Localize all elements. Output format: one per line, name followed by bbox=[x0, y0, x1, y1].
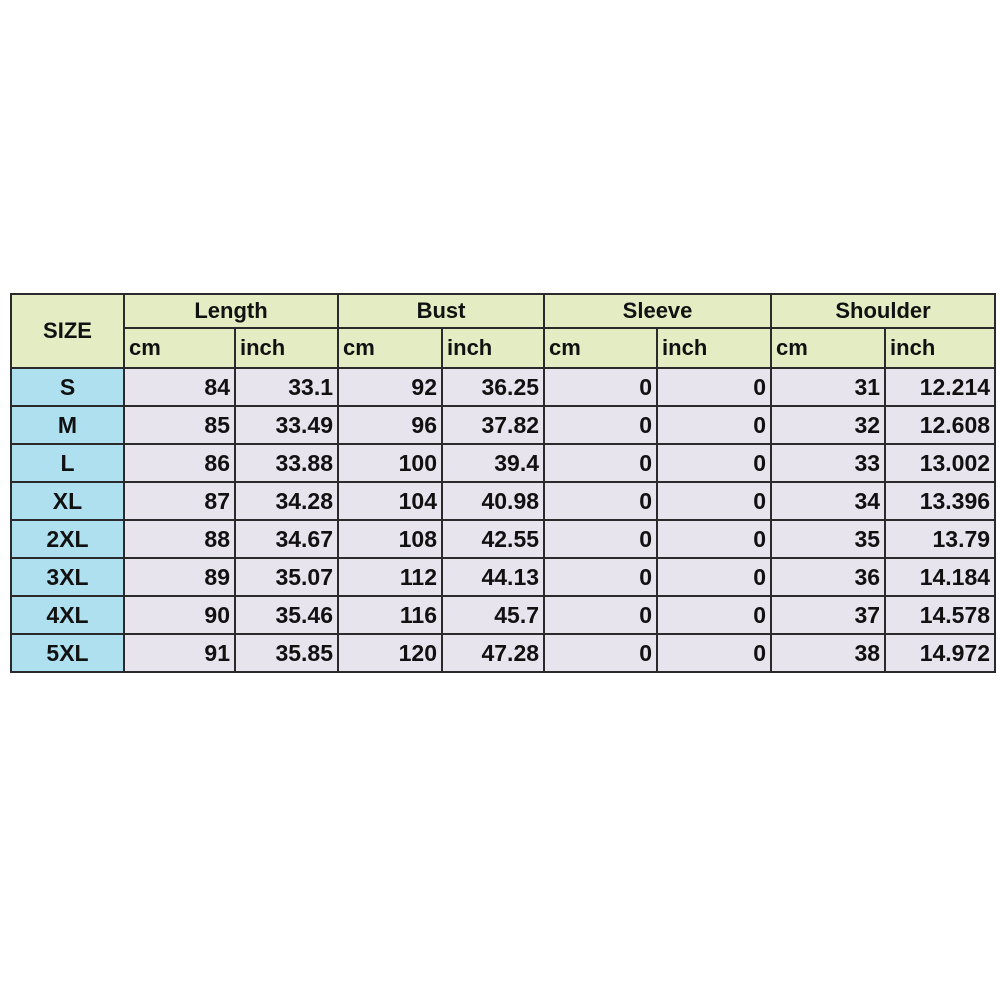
measurement-cell: 39.4 bbox=[442, 444, 544, 482]
measurement-cell: 0 bbox=[657, 596, 771, 634]
measurement-cell: 84 bbox=[124, 368, 235, 406]
measurement-cell: 13.002 bbox=[885, 444, 995, 482]
measurement-cell: 13.79 bbox=[885, 520, 995, 558]
table-row bbox=[11, 444, 995, 482]
measurement-cell: 36 bbox=[771, 558, 885, 596]
measurement-cell: 13.396 bbox=[885, 482, 995, 520]
group-header-sleeve: Sleeve bbox=[544, 294, 771, 328]
measurement-cell: 47.28 bbox=[442, 634, 544, 672]
measurement-cell: 32 bbox=[771, 406, 885, 444]
measurement-cell: 45.7 bbox=[442, 596, 544, 634]
unit-header: inch bbox=[885, 328, 995, 368]
unit-header: inch bbox=[442, 328, 544, 368]
measurement-cell: 0 bbox=[544, 368, 657, 406]
table-row bbox=[11, 482, 995, 520]
table-row bbox=[11, 368, 995, 406]
measurement-cell: 0 bbox=[544, 634, 657, 672]
measurement-cell: 44.13 bbox=[442, 558, 544, 596]
measurement-cell: 86 bbox=[124, 444, 235, 482]
table-row bbox=[11, 634, 995, 672]
unit-header: cm bbox=[338, 328, 442, 368]
measurement-cell: 100 bbox=[338, 444, 442, 482]
measurement-cell: 112 bbox=[338, 558, 442, 596]
measurement-cell: 120 bbox=[338, 634, 442, 672]
measurement-cell: 0 bbox=[544, 558, 657, 596]
measurement-cell: 12.608 bbox=[885, 406, 995, 444]
measurement-cell: 96 bbox=[338, 406, 442, 444]
measurement-cell: 38 bbox=[771, 634, 885, 672]
measurement-cell: 36.25 bbox=[442, 368, 544, 406]
size-label: 4XL bbox=[11, 596, 124, 634]
group-header-length: Length bbox=[124, 294, 338, 328]
measurement-cell: 0 bbox=[544, 596, 657, 634]
measurement-cell: 33 bbox=[771, 444, 885, 482]
measurement-cell: 34.28 bbox=[235, 482, 338, 520]
measurement-cell: 0 bbox=[657, 634, 771, 672]
measurement-cell: 0 bbox=[657, 368, 771, 406]
size-label: S bbox=[11, 368, 124, 406]
measurement-cell: 14.972 bbox=[885, 634, 995, 672]
group-header-bust: Bust bbox=[338, 294, 544, 328]
measurement-cell: 0 bbox=[657, 444, 771, 482]
table-row bbox=[11, 558, 995, 596]
size-label: 3XL bbox=[11, 558, 124, 596]
measurement-cell: 0 bbox=[657, 520, 771, 558]
measurement-cell: 90 bbox=[124, 596, 235, 634]
measurement-cell: 87 bbox=[124, 482, 235, 520]
measurement-cell: 108 bbox=[338, 520, 442, 558]
measurement-cell: 91 bbox=[124, 634, 235, 672]
size-rows bbox=[11, 368, 995, 672]
size-label: XL bbox=[11, 482, 124, 520]
measurement-cell: 34 bbox=[771, 482, 885, 520]
measurement-cell: 12.214 bbox=[885, 368, 995, 406]
measurement-cell: 0 bbox=[544, 406, 657, 444]
measurement-cell: 14.184 bbox=[885, 558, 995, 596]
table-row bbox=[11, 520, 995, 558]
measurement-cell: 0 bbox=[657, 558, 771, 596]
size-table bbox=[10, 293, 996, 673]
measurement-cell: 116 bbox=[338, 596, 442, 634]
measurement-cell: 33.49 bbox=[235, 406, 338, 444]
measurement-cell: 92 bbox=[338, 368, 442, 406]
measurement-cell: 34.67 bbox=[235, 520, 338, 558]
measurement-cell: 0 bbox=[544, 482, 657, 520]
unit-header: inch bbox=[657, 328, 771, 368]
measurement-cell: 85 bbox=[124, 406, 235, 444]
size-label: 5XL bbox=[11, 634, 124, 672]
table-row bbox=[11, 596, 995, 634]
unit-header: inch bbox=[235, 328, 338, 368]
unit-header: cm bbox=[124, 328, 235, 368]
measurement-cell: 104 bbox=[338, 482, 442, 520]
size-chart bbox=[10, 293, 994, 673]
measurement-cell: 37.82 bbox=[442, 406, 544, 444]
measurement-cell: 33.88 bbox=[235, 444, 338, 482]
measurement-cell: 35.85 bbox=[235, 634, 338, 672]
measurement-cell: 40.98 bbox=[442, 482, 544, 520]
measurement-cell: 88 bbox=[124, 520, 235, 558]
size-header: SIZE bbox=[11, 294, 124, 368]
measurement-cell: 35 bbox=[771, 520, 885, 558]
size-label: 2XL bbox=[11, 520, 124, 558]
measurement-cell: 0 bbox=[657, 406, 771, 444]
measurement-cell: 33.1 bbox=[235, 368, 338, 406]
measurement-cell: 37 bbox=[771, 596, 885, 634]
group-header-shoulder: Shoulder bbox=[771, 294, 995, 328]
unit-header: cm bbox=[771, 328, 885, 368]
measurement-cell: 14.578 bbox=[885, 596, 995, 634]
size-label: M bbox=[11, 406, 124, 444]
measurement-cell: 31 bbox=[771, 368, 885, 406]
measurement-cell: 35.46 bbox=[235, 596, 338, 634]
size-label: L bbox=[11, 444, 124, 482]
unit-header-row bbox=[11, 328, 995, 368]
measurement-cell: 89 bbox=[124, 558, 235, 596]
measurement-cell: 0 bbox=[544, 520, 657, 558]
measurement-cell: 35.07 bbox=[235, 558, 338, 596]
unit-header: cm bbox=[544, 328, 657, 368]
group-header-row bbox=[11, 294, 995, 328]
table-row bbox=[11, 406, 995, 444]
measurement-cell: 42.55 bbox=[442, 520, 544, 558]
measurement-cell: 0 bbox=[544, 444, 657, 482]
measurement-cell: 0 bbox=[657, 482, 771, 520]
